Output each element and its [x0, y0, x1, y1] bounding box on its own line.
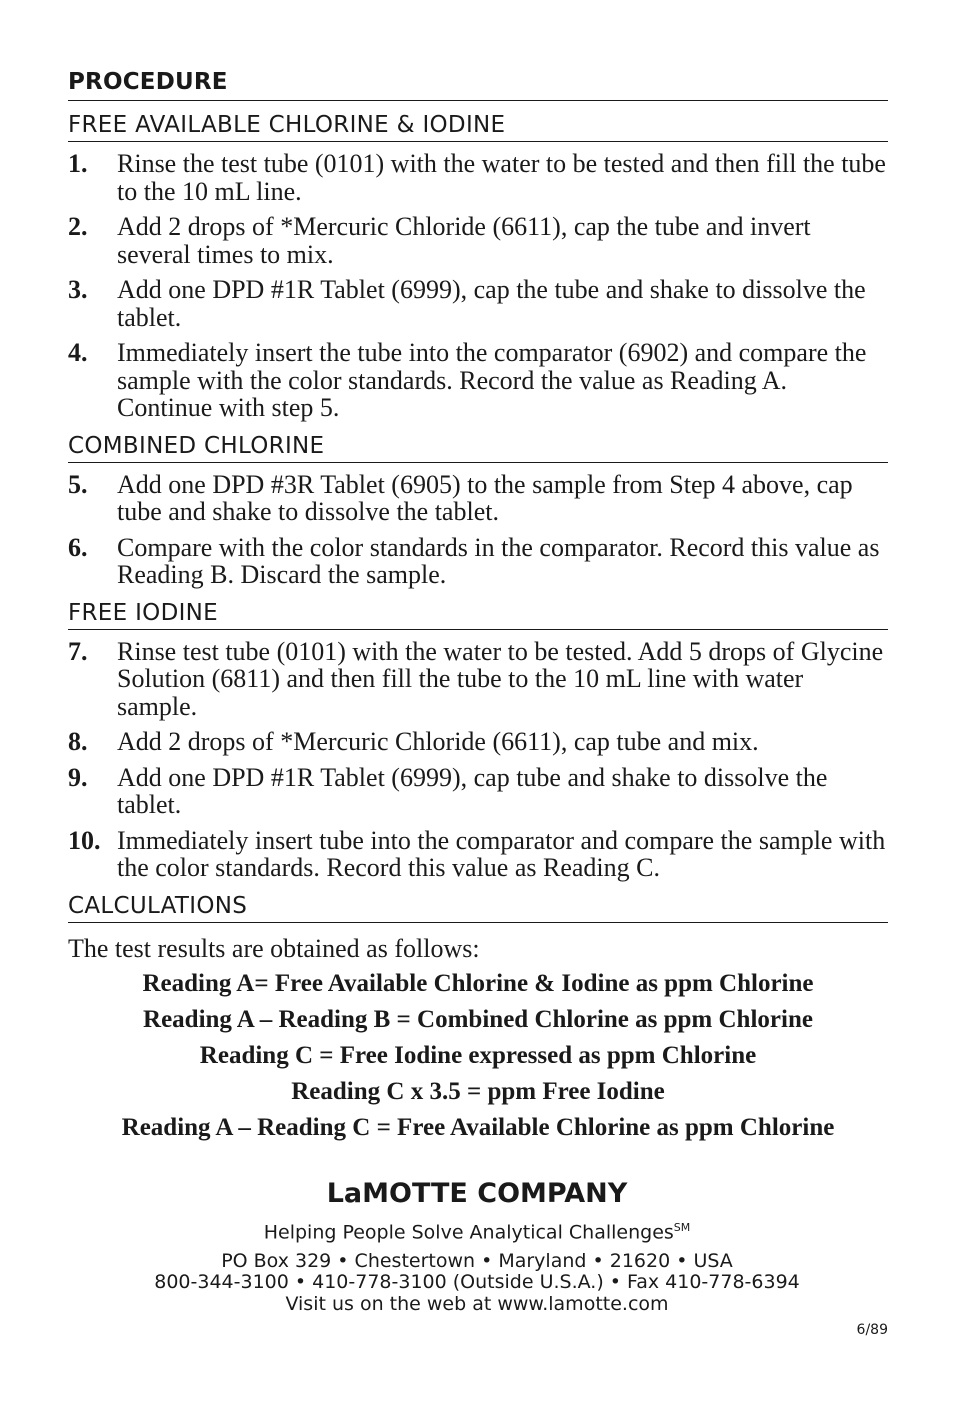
formula-line: Reading A – Reading C = Free Available Chlorine as ppm Chlorine [121, 1113, 835, 1141]
formula-line: Reading C x 3.5 = ppm Free Iodine [291, 1077, 665, 1105]
step-item [68, 534, 888, 589]
step-text: Add one DPD #1R Tablet (6999), cap tube and shake to dissolve the tablet. [117, 762, 828, 819]
company-tagline [0, 1216, 954, 1244]
step-text: Immediately insert the tube into the comparator (6902) and compare the sample with the color standards. Record the value as Reading A. Continue with step 5. [117, 338, 867, 422]
page-title: PROCEDURE [68, 66, 888, 101]
calculations-intro: The test results are obtained as follows: [68, 933, 480, 963]
step-text: Add 2 drops of *Mercuric Chloride (6611), cap the tube and invert several times to mix. [117, 212, 811, 269]
section-heading-free-iodine: FREE IODINE [68, 589, 888, 630]
step-text: Immediately insert tube into the comparator and compare the sample with the color standards. Record this value as Reading C. [117, 825, 886, 882]
step-item [68, 150, 888, 205]
step-text: Rinse test tube (0101) with the water to be tested. Add 5 drops of Glycine Solution (6811) and then fill the tube to the 10 mL line with water sample. [117, 636, 884, 721]
step-item [68, 213, 888, 268]
section-heading-free-available: FREE AVAILABLE CHLORINE & IODINE [68, 101, 888, 142]
step-item [68, 471, 888, 526]
company-website: Visit us on the web at www.lamotte.com [285, 1293, 669, 1315]
step-item [68, 276, 888, 331]
step-number: 2. [68, 212, 88, 241]
step-number: 5. [68, 469, 88, 499]
section-heading-calculations: CALCULATIONS [68, 882, 888, 923]
step-number: 3. [68, 275, 88, 304]
step-number: 6. [68, 532, 88, 562]
step-text: Rinse the test tube (0101) with the water to be tested and then fill the tube to the 10 mL line. [117, 149, 886, 206]
company-address: PO Box 329 • Chestertown • Maryland • 21620 • USA [221, 1250, 733, 1272]
formula-line: Reading C = Free Iodine expressed as ppm Chlorine [199, 1041, 757, 1069]
tagline-text: Helping People Solve Analytical Challenges [263, 1221, 674, 1244]
step-item [68, 827, 888, 882]
company-phones: 800-344-3100 • 410-778-3100 (Outside U.S.A.) • Fax 410-778-6394 [154, 1271, 800, 1293]
company-name: LaMOTTE COMPANY [326, 1178, 628, 1209]
step-item [68, 339, 888, 422]
page-code: 6/89 [856, 1322, 888, 1338]
section-heading-combined: COMBINED CHLORINE [68, 422, 888, 463]
procedure-page [68, 66, 888, 1143]
step-number: 10. [68, 825, 101, 855]
step-number: 7. [68, 636, 88, 666]
step-item [68, 638, 888, 721]
step-number: 1. [68, 149, 88, 178]
step-number: 4. [68, 338, 88, 367]
step-text: Add 2 drops of *Mercuric Chloride (6611), cap tube and mix. [117, 727, 759, 756]
service-mark: SM [673, 1221, 691, 1234]
step-item [68, 764, 888, 819]
formula-line: Reading A= Free Available Chlorine & Iodine as ppm Chlorine [142, 969, 814, 997]
step-item [68, 728, 888, 756]
step-number: 9. [68, 762, 88, 792]
step-text: Add one DPD #3R Tablet (6905) to the sample from Step 4 above, cap tube and shake to dissolve the tablet. [117, 469, 853, 526]
formula-line: Reading A – Reading B = Combined Chlorine as ppm Chlorine [143, 1005, 813, 1033]
step-text: Compare with the color standards in the comparator. Record this value as Reading B. Discard the sample. [117, 532, 880, 589]
step-number: 8. [68, 727, 88, 756]
step-text: Add one DPD #1R Tablet (6999), cap the tube and shake to dissolve the tablet. [117, 275, 866, 332]
